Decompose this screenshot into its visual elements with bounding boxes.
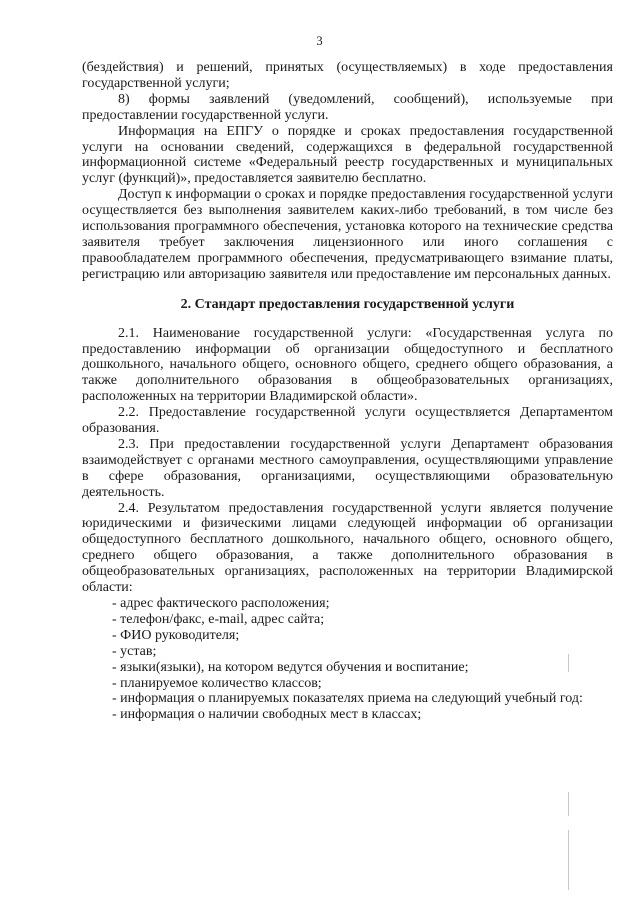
list-item: - ФИО руководителя; <box>112 627 240 643</box>
page-number: 3 <box>316 34 323 48</box>
paragraph-continuation: (бездействия) и решений, принятых (осуществляемых) в ходе предоставления государственной услуги; <box>82 60 613 91</box>
document-body <box>82 60 613 723</box>
list-item: - информация о планируемых показателях приема на следующий учебный год: <box>112 691 583 707</box>
scan-margin-mark <box>568 654 569 672</box>
paragraph-epgu-info: Информация на ЕПГУ о порядке и сроках предоставления государственной услуги на основании сведений, содержащихся в федеральной государственной информационной системе «Федеральный реестр государственных и муниципальных услуг (функций)», предоставляется заявителю бесплатно. <box>82 123 613 187</box>
scan-margin-mark <box>568 792 569 816</box>
scan-margin-mark <box>568 830 569 890</box>
paragraph-item-8: 8) формы заявлений (уведомлений, сообщений), используемые при предоставлении государственной услуги. <box>82 91 613 123</box>
paragraph-2-2: 2.2. Предоставление государственной услуги осуществляется Департаментом образования. <box>82 405 613 437</box>
list-item: - языки(языки), на котором ведутся обучения и воспитание; <box>112 659 469 675</box>
list-item: - телефон/факс, e-mail, адрес сайта; <box>112 611 325 627</box>
list-item: - адрес фактического расположения; <box>112 596 330 611</box>
list-item: - информация о наличии свободных мест в классах; <box>112 707 422 723</box>
result-info-list <box>82 596 613 723</box>
list-item: - планируемое количество классов; <box>112 675 322 691</box>
paragraph-2-3: 2.3. При предоставлении государственной услуги Департамент образования взаимодействует с органами местного самоуправления, осуществляющими управление в сфере образования, организациями, осуществляющими образовательную деятельность. <box>82 436 613 500</box>
section-heading: 2. Стандарт предоставления государственной услуги <box>180 296 515 312</box>
paragraph-2-1: 2.1. Наименование государственной услуги: «Государственная услуга по предоставлению информации об организации общедоступного и бесплатного дошкольного, начального общего, основного общего, среднего общего образования, а также дополнительного образования в общеобразовательных организациях, расположенных на территории Владимирской области». <box>82 325 613 405</box>
paragraph-access-info: Доступ к информации о сроках и порядке предоставления государственной услуги осуществляется без выполнения заявителем каких-либо требований, в том числе без использования программного обеспечения, установка которого на технические средства заявителя требует заключения лицензионного или иного соглашения с правообладателем программного обеспечения, предусматривающего взимание платы, регистрацию или авторизацию заявителя или предоставление им персональных данных. <box>82 187 613 282</box>
list-item: - устав; <box>112 643 157 659</box>
paragraph-2-4: 2.4. Результатом предоставления государственной услуги является получение юридическими и физическими лицами следующей информации об организации общедоступного бесплатного дошкольного, начального общего, основного общего, среднего общего образования, а также дополнительного образования в общеобразовательных организациях, расположенных на территории Владимирской области: <box>82 500 613 596</box>
